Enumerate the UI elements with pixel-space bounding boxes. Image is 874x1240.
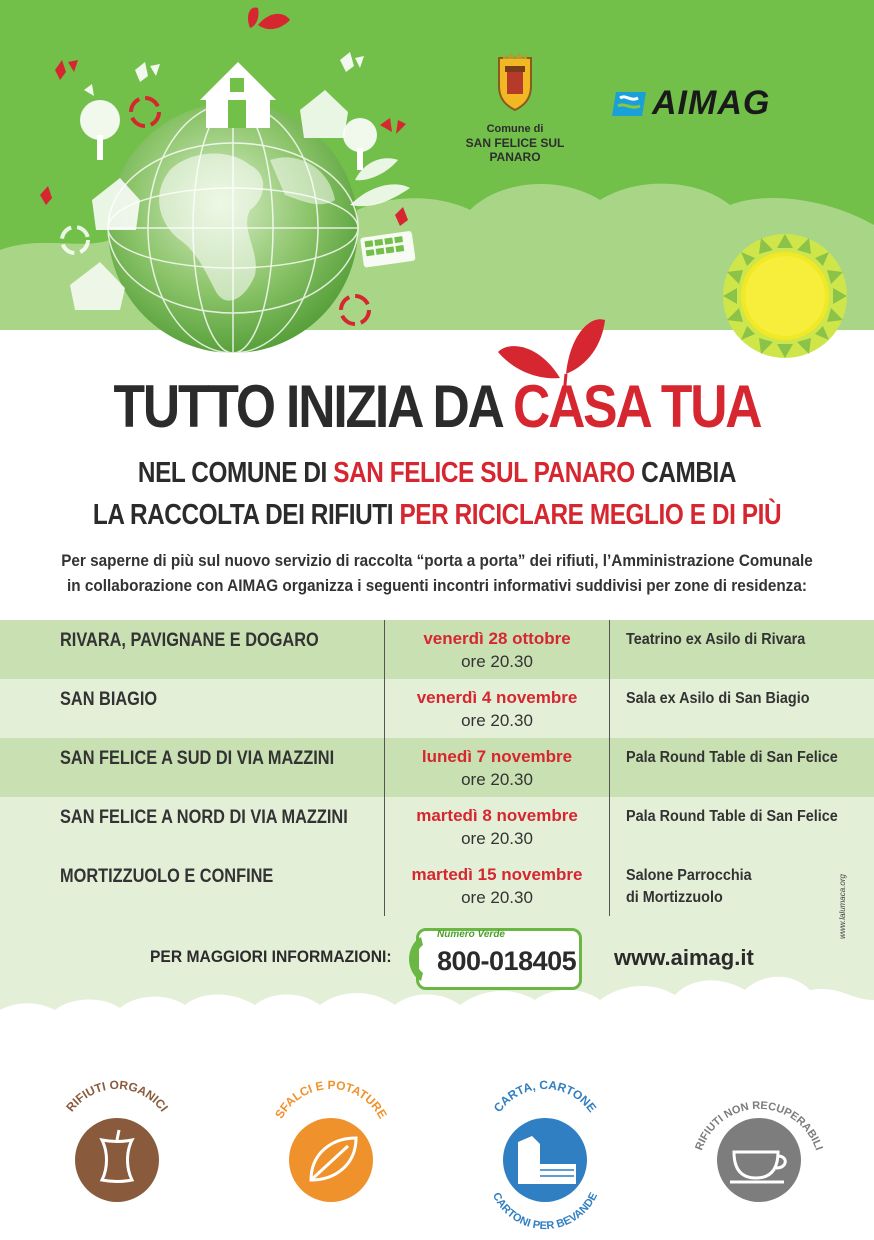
subheadline-line2-b: PER RICICLARE MEGLIO E DI PIÙ — [399, 499, 782, 531]
meeting-time: ore 20.30 — [461, 711, 533, 730]
toll-free-number-box[interactable] — [416, 928, 582, 990]
intro-line1: Per saperne di più sul nuovo servizio di raccolta “porta a porta” dei rifiuti, l’Amministrazione Comunale — [61, 551, 813, 570]
meeting-zone: SAN FELICE A NORD DI VIA MAZZINI — [60, 807, 348, 828]
meeting-venue — [626, 865, 842, 909]
meeting-venue — [626, 629, 842, 651]
waste-badge-residual — [684, 1072, 834, 1202]
meeting-date: martedì 15 novembre — [411, 865, 583, 884]
municipality-caption-line2: SAN FELICE SUL PANARO — [465, 136, 565, 164]
meeting-time: ore 20.30 — [461, 888, 533, 907]
aimag-logo — [612, 86, 822, 122]
municipal-crest-icon — [495, 52, 535, 112]
meeting-venue — [626, 688, 842, 710]
meeting-venue-line1: Pala Round Table di San Felice — [626, 808, 838, 825]
subheadline-line1 — [70, 457, 804, 490]
municipality-caption-line1: Comune di — [486, 123, 544, 135]
table-row — [0, 856, 874, 916]
intro-line2: in collaborazione con AIMAG organizza i seguenti incontri informativi suddivisi per zone di residenza: — [67, 576, 807, 595]
waste-category-garden — [256, 1072, 406, 1202]
subheadline-line1-c: CAMBIA — [634, 457, 737, 489]
meeting-venue — [626, 747, 842, 769]
headline-part2: CASA TUA — [512, 373, 761, 440]
table-row — [0, 620, 874, 679]
waste-badge-circle — [717, 1118, 801, 1202]
waste-label-secondary: CARTONI PER BEVANDE — [489, 1190, 600, 1233]
headline — [61, 372, 813, 441]
waste-badge-garden — [256, 1072, 406, 1202]
meeting-time: ore 20.30 — [461, 829, 533, 848]
meeting-date: lunedì 7 novembre — [421, 747, 573, 766]
subheadline-line2-a: LA RACCOLTA DEI RIFIUTI — [92, 499, 400, 531]
meeting-venue — [626, 806, 842, 828]
table-row — [0, 797, 874, 856]
meeting-zone: SAN BIAGIO — [60, 689, 158, 710]
meeting-time: ore 20.30 — [461, 652, 533, 671]
meeting-venue-line1: Teatrino ex Asilo di Rivara — [626, 631, 806, 648]
meeting-zone: RIVARA, PAVIGNANE E DOGARO — [60, 630, 319, 651]
table-divider — [609, 620, 610, 916]
meeting-venue-line1: Sala ex Asilo di San Biagio — [626, 690, 810, 707]
meeting-date: martedì 8 novembre — [416, 806, 578, 825]
phone-caption: Numero Verde — [437, 929, 505, 940]
waste-category-residual — [684, 1072, 834, 1202]
website-link[interactable]: www.aimag.it — [614, 945, 754, 970]
subheadline-line1-b: SAN FELICE SUL PANARO — [333, 457, 635, 489]
waste-badge-circle — [75, 1118, 159, 1202]
phone-number[interactable]: 800-018405 — [437, 946, 577, 976]
meeting-venue-line1: Pala Round Table di San Felice — [626, 749, 838, 766]
waste-label: SFALCI E POTATURE — [272, 1077, 390, 1121]
headline-part1: TUTTO INIZIA DA — [113, 373, 513, 440]
aimag-flag-icon — [612, 88, 650, 120]
info-label: PER MAGGIORI INFORMAZIONI: — [150, 947, 392, 966]
table-row — [0, 738, 874, 797]
waste-badge-paper — [470, 1072, 620, 1233]
designer-credit[interactable]: www.lalumaca.org — [838, 874, 847, 939]
meeting-venue-line2: di Mortizzuolo — [626, 889, 723, 906]
phone-handset-icon — [407, 935, 425, 983]
waste-badge-circle — [503, 1118, 587, 1202]
meeting-zone: MORTIZZUOLO E CONFINE — [60, 866, 274, 887]
table-divider — [384, 620, 385, 916]
waste-category-paper — [470, 1072, 620, 1233]
waste-label: CARTA, CARTONE — [490, 1077, 600, 1115]
waste-label: RIFIUTI NON RECUPERABILI — [693, 1099, 825, 1152]
meeting-zone: SAN FELICE A SUD DI VIA MAZZINI — [60, 748, 335, 769]
meeting-date: venerdì 28 ottobre — [423, 629, 571, 648]
municipality-logo — [440, 52, 590, 164]
waste-label: RIFIUTI ORGANICI — [63, 1077, 171, 1115]
meeting-venue-line1: Salone Parrocchia — [626, 867, 752, 884]
subheadline-line2 — [70, 499, 804, 532]
aimag-wordmark: AIMAG — [652, 84, 771, 122]
subheadline-line1-a: NEL COMUNE DI — [137, 457, 334, 489]
meeting-time: ore 20.30 — [461, 770, 533, 789]
meeting-date: venerdì 4 novembre — [416, 688, 578, 707]
waste-badge-organic — [42, 1072, 192, 1202]
table-row — [0, 679, 874, 738]
waste-category-organic — [42, 1072, 192, 1202]
